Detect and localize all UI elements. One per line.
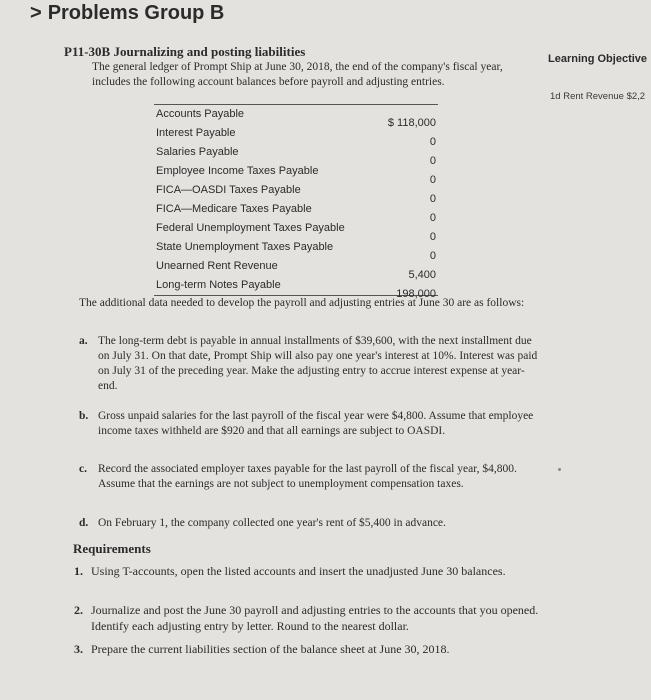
item-text: Record the associated employer taxes payable for the last payroll of the fiscal year, $4,800. Assume that the earnings are not subject to unemployment compensation taxes. (98, 463, 517, 490)
data-item-b (79, 409, 539, 439)
table-row (154, 200, 438, 224)
requirements-heading: Requirements (73, 541, 151, 556)
account-amount: 0 (429, 155, 436, 167)
stray-dot (558, 468, 561, 471)
requirement-text: Prepare the current liabilities section of the balance sheet at June 30, 2018. (91, 642, 450, 656)
table-row (154, 219, 438, 243)
account-amount: 0 (429, 193, 436, 205)
account-name: FICA—Medicare Taxes Payable (156, 203, 312, 215)
item-label: a. (79, 335, 88, 347)
requirement-1 (74, 563, 544, 579)
requirement-text: Using T-accounts, open the listed accounts and insert the unadjusted June 30 balances. (91, 564, 506, 578)
account-name: Interest Payable (156, 127, 236, 139)
problem-intro: The general ledger of Prompt Ship at June 30, 2018, the end of the company's fiscal year, includes the following account balances before payroll and adjusting entries. (92, 61, 503, 88)
account-amount: 5,400 (408, 269, 436, 281)
table-row (154, 143, 438, 167)
data-item-c (79, 462, 539, 492)
table-row (154, 276, 438, 300)
table-row (154, 105, 438, 129)
table-row (154, 124, 438, 148)
item-label: b. (79, 410, 89, 422)
account-amount: 0 (429, 136, 436, 148)
chevron-right-icon[interactable]: > (30, 2, 42, 24)
account-name: Federal Unemployment Taxes Payable (156, 222, 345, 234)
account-balances-table (154, 104, 438, 300)
learning-objective-title: Learning Objective (548, 53, 648, 65)
account-amount: $ 118,000 (387, 117, 436, 129)
requirement-text: Journalize and post the June 30 payroll and adjusting entries to the accounts that you opened. Identify each adjusting entry by letter. Round to the nearest dollar. (91, 603, 539, 633)
item-text: Gross unpaid salaries for the last payroll of the fiscal year were $4,800. Assume that employee income taxes withheld are $920 and that all earnings are subject to OASDI. (98, 410, 534, 437)
requirement-label: 1. (74, 564, 83, 578)
item-text: The long-term debt is payable in annual installments of $39,600, with the next installment due on July 31. On that date, Prompt Ship will also pay one year's interest at 10%. Interest was paid on July 31 of the preceding year. Make the adjusting entry to accrue interest expense at year-end. (98, 335, 538, 392)
additional-data-intro: The additional data needed to develop the payroll and adjusting entries at June 30 are as follows: (79, 297, 525, 309)
account-name: Salaries Payable (156, 146, 239, 158)
account-name: Accounts Payable (156, 108, 245, 120)
data-item-d (79, 516, 539, 531)
item-label: c. (79, 463, 87, 475)
table-row (154, 238, 438, 262)
requirement-3 (74, 641, 544, 657)
account-amount: 198,000 (396, 288, 436, 300)
section-header (30, 2, 224, 25)
learning-objective-item: 1d Rent Revenue $2,2 (550, 91, 646, 102)
account-name: State Unemployment Taxes Payable (156, 241, 334, 253)
requirement-2 (74, 602, 544, 634)
account-amount: 0 (429, 231, 436, 243)
account-name: Unearned Rent Revenue (156, 260, 278, 272)
item-text: On February 1, the company collected one year's rent of $5,400 in advance. (98, 517, 446, 529)
table-row (154, 162, 438, 186)
requirement-label: 2. (74, 603, 83, 617)
account-amount: 0 (429, 212, 436, 224)
account-name: Employee Income Taxes Payable (156, 165, 319, 177)
data-item-a (79, 334, 539, 394)
account-amount: 0 (429, 250, 436, 262)
problem-title: P11-30B Journalizing and posting liabilities (64, 44, 306, 59)
account-name: Long-term Notes Payable (156, 279, 281, 291)
section-title: Problems Group B (47, 2, 225, 24)
account-name: FICA—OASDI Taxes Payable (156, 184, 301, 196)
requirement-label: 3. (74, 642, 83, 656)
account-amount: 0 (429, 174, 436, 186)
table-row (154, 181, 438, 205)
table-row (154, 257, 438, 281)
item-label: d. (79, 517, 89, 529)
